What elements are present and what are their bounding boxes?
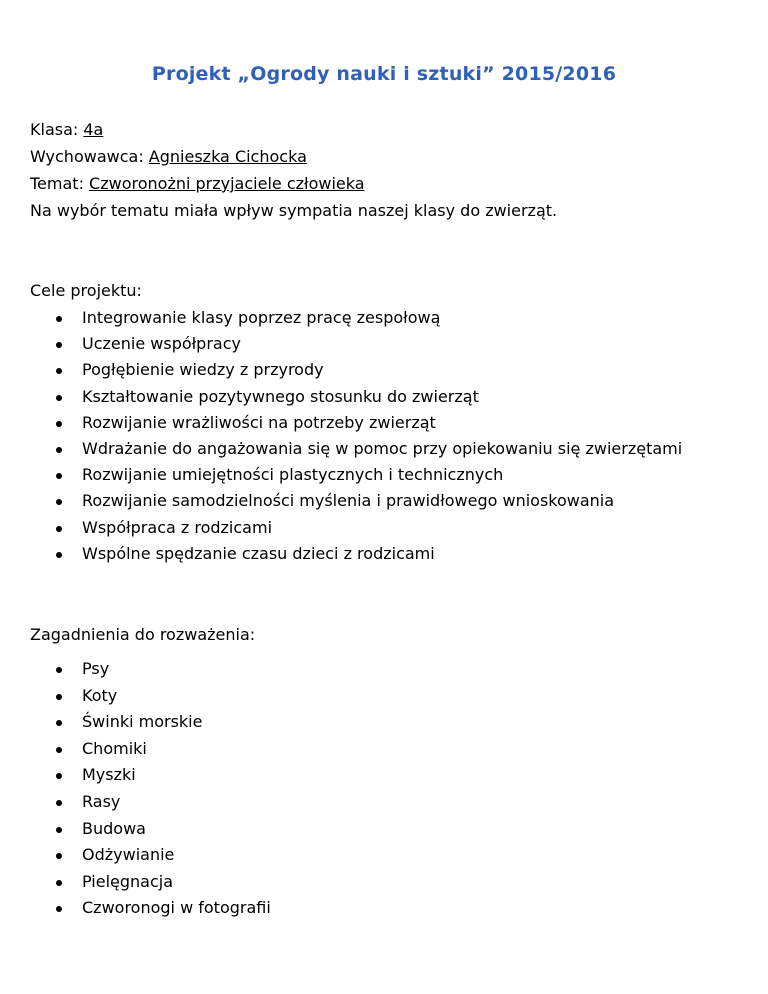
document-title: Projekt „Ogrody nauki i sztuki” 2015/2016 <box>151 63 617 85</box>
topics-list <box>0 659 271 925</box>
bullet-icon <box>56 473 62 479</box>
list-item-text: Myszki <box>82 765 136 785</box>
list-item-text: Wdrażanie do angażowania się w pomoc przy opiekowaniu się zwierzętami <box>82 438 683 458</box>
goals-heading: Cele projektu: <box>30 281 142 300</box>
topic-field <box>30 174 365 194</box>
list-item-text: Integrowanie klasy poprzez pracę zespołową <box>82 308 441 327</box>
list-item-text: Rozwijanie wrażliwości na potrzeby zwierząt <box>82 412 436 432</box>
bullet-icon <box>56 526 62 532</box>
list-item-text: Rozwijanie umiejętności plastycznych i technicznych <box>82 465 504 485</box>
list-item <box>0 465 682 491</box>
list-item-text: Budowa <box>82 818 146 838</box>
goals-list <box>0 308 682 570</box>
list-item <box>0 413 682 439</box>
list-item <box>0 518 682 544</box>
bullet-icon <box>56 694 62 700</box>
list-item-text: Wspólne spędzanie czasu dzieci z rodzicami <box>82 543 435 563</box>
bullet-icon <box>56 827 62 833</box>
list-item-text: Rozwijanie samodzielności myślenia i prawidłowego wnioskowania <box>82 491 615 511</box>
bullet-icon <box>56 499 62 505</box>
bullet-icon <box>56 667 62 673</box>
intro-text: Na wybór tematu miała wpływ sympatia naszej klasy do zwierząt. <box>30 201 558 220</box>
bullet-icon <box>56 552 62 558</box>
bullet-icon <box>56 421 62 427</box>
bullet-icon <box>56 880 62 886</box>
bullet-icon <box>56 853 62 859</box>
bullet-icon <box>56 747 62 753</box>
list-item-text: Współpraca z rodzicami <box>82 517 273 537</box>
bullet-icon <box>56 720 62 726</box>
bullet-icon <box>56 368 62 374</box>
list-item <box>0 360 682 386</box>
teacher-label: Wychowawca: <box>30 147 144 166</box>
list-item-text: Kształtowanie pozytywnego stosunku do zwierząt <box>82 386 479 406</box>
bullet-icon <box>56 342 62 348</box>
list-item-text: Pogłębienie wiedzy z przyrody <box>82 360 324 380</box>
list-item <box>0 686 271 713</box>
list-item <box>0 712 271 739</box>
list-item-text: Psy <box>82 659 110 678</box>
list-item <box>0 308 682 334</box>
class-field <box>30 120 103 140</box>
list-item <box>0 334 682 360</box>
list-item <box>0 387 682 413</box>
list-item <box>0 491 682 517</box>
list-item <box>0 439 682 465</box>
list-item-text: Chomiki <box>82 738 147 758</box>
list-item-text: Odżywianie <box>82 845 175 865</box>
list-item <box>0 819 271 846</box>
bullet-icon <box>56 395 62 401</box>
list-item-text: Uczenie współpracy <box>82 334 241 354</box>
list-item <box>0 765 271 792</box>
list-item-text: Świnki morskie <box>82 712 203 732</box>
teacher-value: Agnieszka Cichocka <box>148 147 307 166</box>
list-item <box>0 792 271 819</box>
list-item-text: Pielęgnacja <box>82 871 174 891</box>
list-item-text: Rasy <box>82 791 121 811</box>
topic-label: Temat: <box>30 174 84 193</box>
topic-value: Czworonożni przyjaciele człowieka <box>89 174 365 193</box>
class-label: Klasa: <box>30 120 79 139</box>
bullet-icon <box>56 447 62 453</box>
bullet-icon <box>56 316 62 322</box>
list-item <box>0 739 271 766</box>
topics-heading: Zagadnienia do rozważenia: <box>30 625 256 644</box>
bullet-icon <box>56 800 62 806</box>
list-item <box>0 898 271 925</box>
class-value: 4a <box>83 120 104 139</box>
teacher-field <box>30 147 307 167</box>
list-item <box>0 845 271 872</box>
list-item-text: Koty <box>82 685 118 705</box>
bullet-icon <box>56 906 62 912</box>
list-item <box>0 544 682 570</box>
bullet-icon <box>56 773 62 779</box>
list-item <box>0 872 271 899</box>
list-item-text: Czworonogi w fotografii <box>82 898 271 918</box>
list-item <box>0 659 271 686</box>
